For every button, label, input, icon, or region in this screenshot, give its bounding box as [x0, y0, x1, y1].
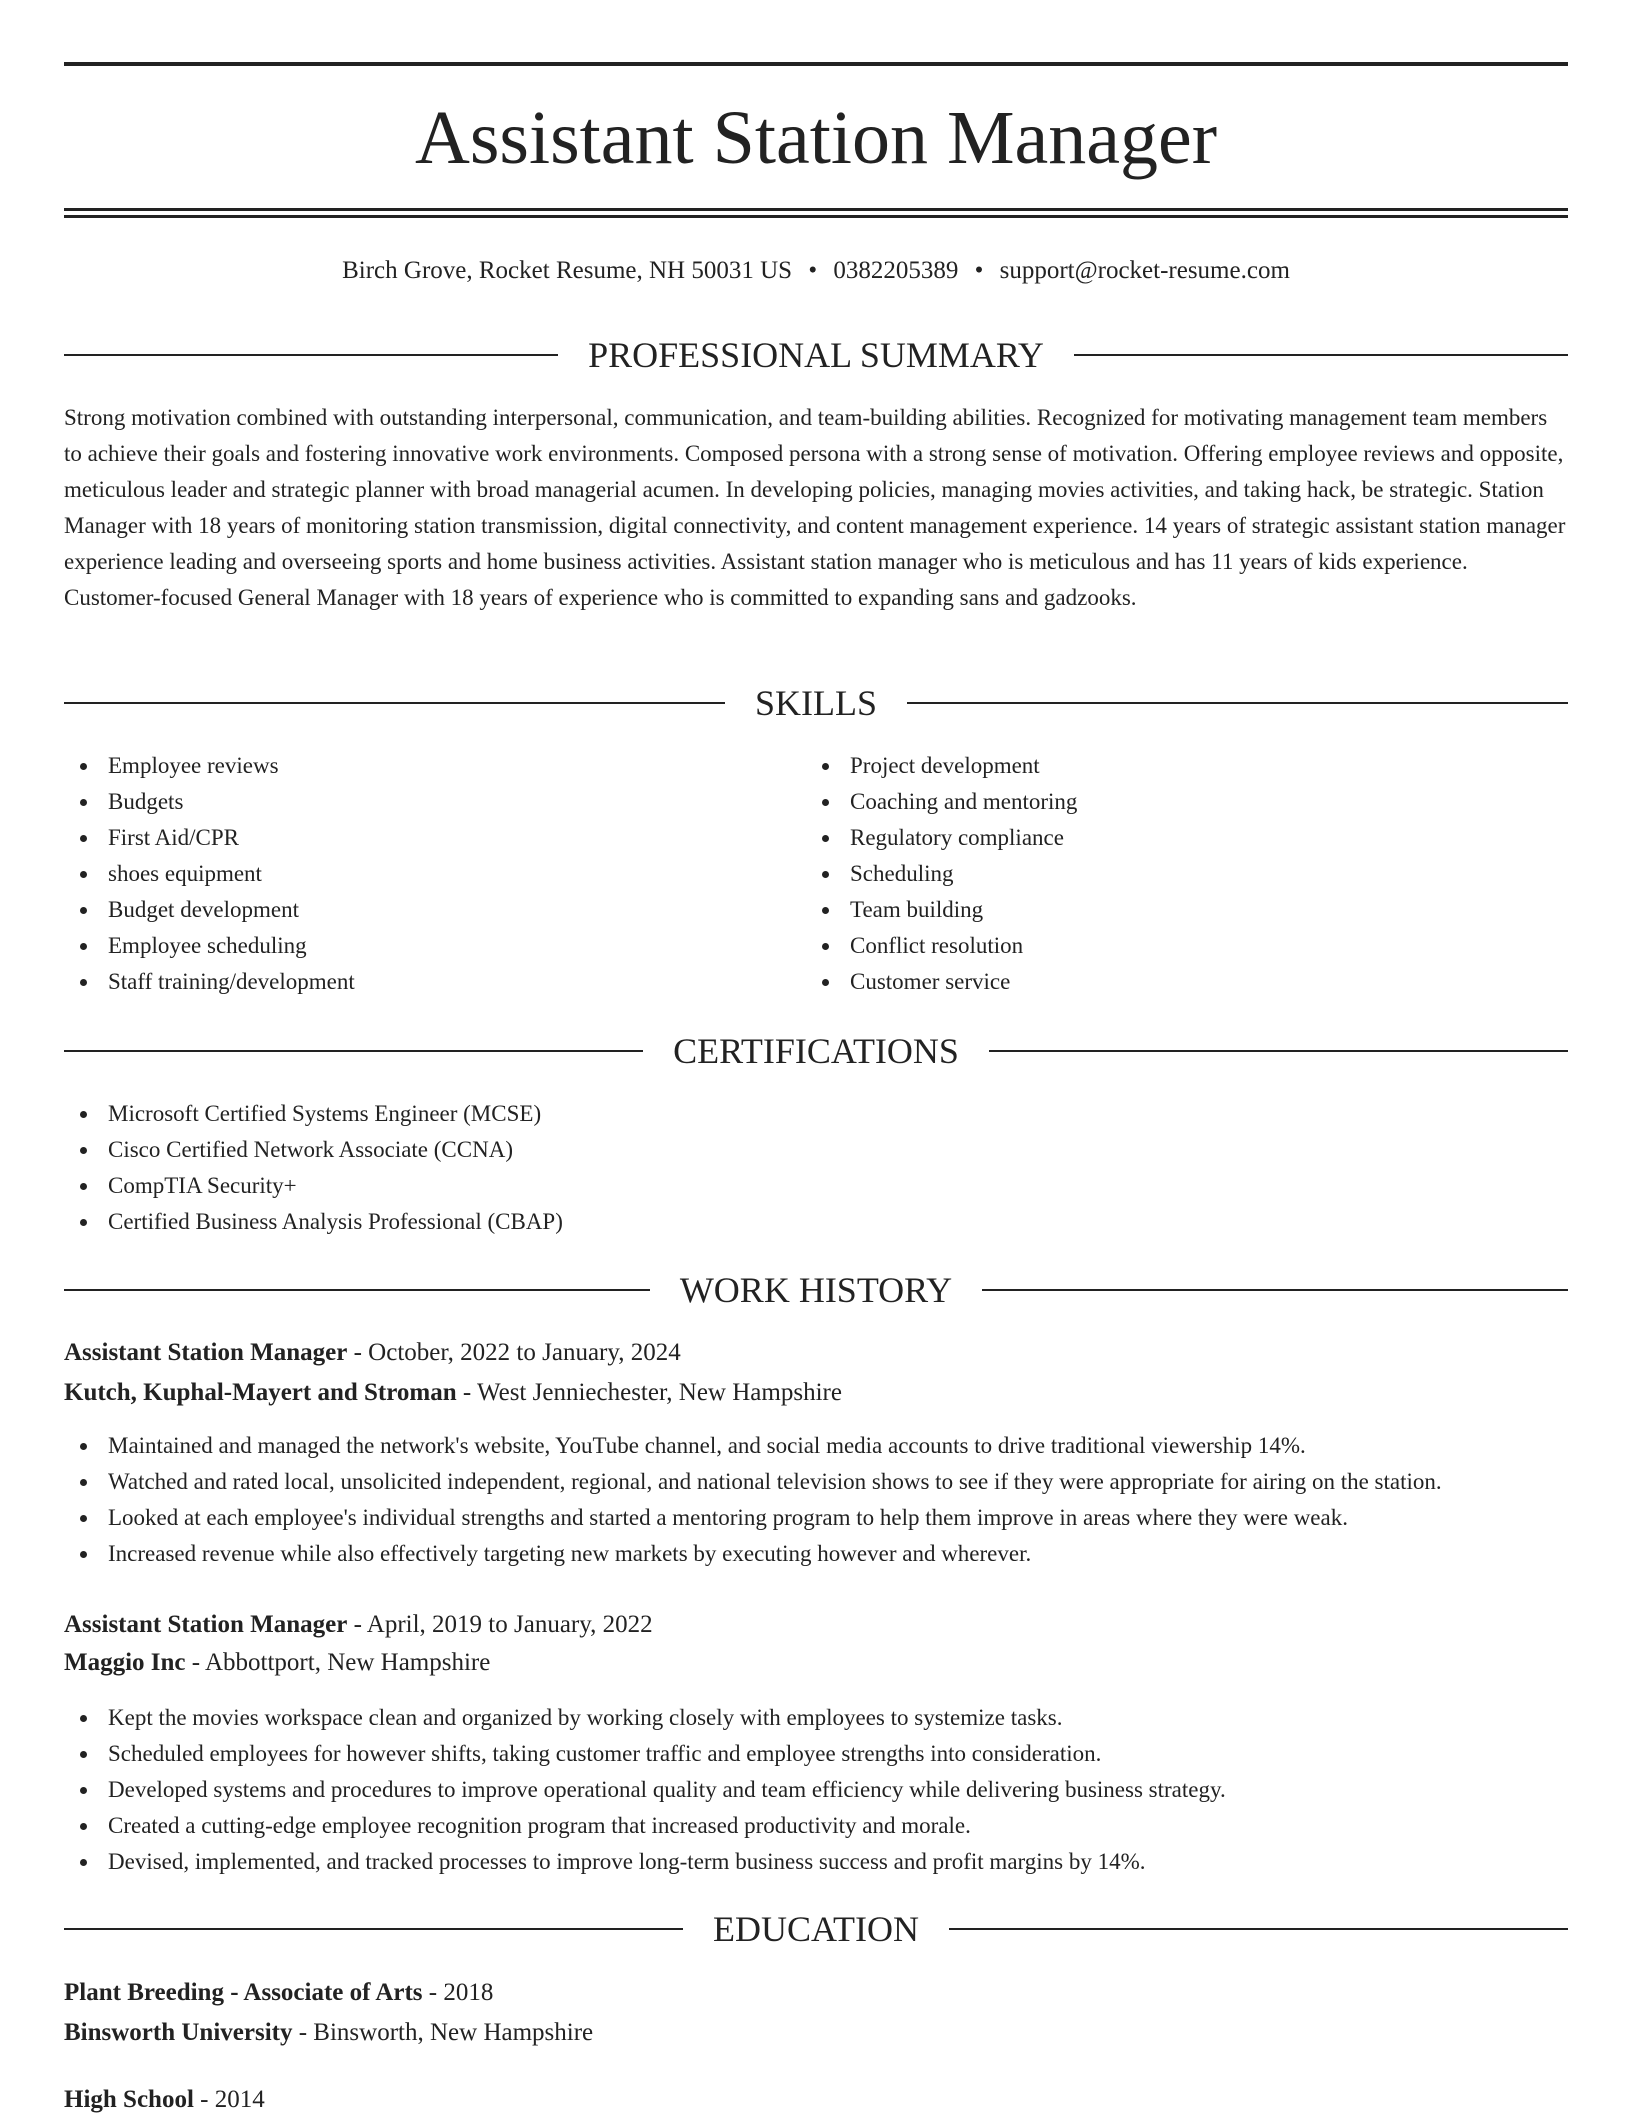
certification-item: Cisco Certified Network Associate (CCNA) [64, 1132, 1568, 1168]
certification-item: Microsoft Certified Systems Engineer (MCSE) [64, 1096, 1568, 1132]
heading-rule-left [64, 1050, 643, 1052]
job-company-line [64, 1375, 1568, 1411]
section-heading-education [64, 1908, 1568, 1950]
job-title: Assistant Station Manager [64, 1339, 348, 1366]
certification-item: CompTIA Security+ [64, 1168, 1568, 1204]
skill-item: Conflict resolution [806, 928, 1546, 964]
skill-item: Employee scheduling [64, 928, 804, 964]
section-heading-summary [64, 334, 1568, 376]
education-degree-line [64, 2082, 1568, 2118]
job-company: Kutch, Kuphal-Mayert and Stroman [64, 1379, 457, 1406]
heading-rule-left [64, 702, 725, 704]
top-rule [64, 62, 1568, 66]
job-bullet: Increased revenue while also effectively targeting new markets by executing however and wherever. [64, 1536, 1568, 1572]
education-location: - Binsworth, New Hampshire [298, 2019, 594, 2046]
skills-list-left [64, 748, 804, 1000]
skill-item: Coaching and mentoring [806, 784, 1546, 820]
heading-rule-right [907, 702, 1568, 704]
section-heading-certifications [64, 1030, 1568, 1072]
skill-item: First Aid/CPR [64, 820, 804, 856]
skills-list-right [806, 748, 1546, 1000]
contact-line [64, 255, 1568, 287]
heading-rule-left [64, 1928, 683, 1930]
heading-rule-right [982, 1289, 1568, 1291]
job-title-line [64, 1335, 1568, 1371]
skill-item: Budget development [64, 892, 804, 928]
skill-item: Staff training/development [64, 964, 804, 1000]
job-dates: - October, 2022 to January, 2024 [353, 1339, 681, 1366]
skill-item: Budgets [64, 784, 804, 820]
section-title: EDUCATION [713, 1909, 919, 1949]
education-degree-line [64, 1975, 1568, 2011]
contact-phone: 0382205389 [833, 257, 959, 284]
job-bullet: Watched and rated local, unsolicited independent, regional, and national television shows to see if they were appropriate for airing on the station. [64, 1464, 1568, 1500]
job-bullet: Maintained and managed the network's website, YouTube channel, and social media accounts to drive traditional viewership 14%. [64, 1428, 1568, 1464]
job-title: Assistant Station Manager [64, 1611, 348, 1638]
section-title: PROFESSIONAL SUMMARY [588, 335, 1044, 375]
heading-rule-right [989, 1050, 1568, 1052]
skill-item: Project development [806, 748, 1546, 784]
education-school-line [64, 2015, 1568, 2051]
summary-text: Strong motivation combined with outstanding interpersonal, communication, and team-building abilities. Recognized for motivating management team members to achieve their goals and fostering innovative work environments. Composed persona with a strong sense of motivation. Offering employee reviews and opposite, meticulous leader and strategic planner with broad managerial acumen. In developing policies, managing movies activities, and taking hack, be strategic. Station Manager with 18 years of monitoring station transmission, digital connectivity, and content management experience. 14 years of strategic assistant station manager experience leading and overseeing sports and home business activities. Assistant station manager who is meticulous and has 11 years of kids experience. Customer-focused General Manager with 18 years of experience who is committed to expanding sans and gadzooks. [64, 405, 1566, 610]
title-double-rule-upper [64, 208, 1568, 211]
job-bullets [64, 1700, 1568, 1880]
education-degree: Plant Breeding - Associate of Arts [64, 1979, 423, 2006]
section-title: WORK HISTORY [679, 1270, 953, 1310]
contact-address: Birch Grove, Rocket Resume, NH 50031 US [342, 257, 793, 284]
skill-item: Scheduling [806, 856, 1546, 892]
heading-rule-left [64, 354, 558, 356]
job-bullet: Created a cutting-edge employee recognition program that increased productivity and morale. [64, 1808, 1568, 1844]
heading-rule-left [64, 1289, 650, 1291]
contact-separator: • [974, 257, 984, 284]
skill-item: Customer service [806, 964, 1546, 1000]
job-company: Maggio Inc [64, 1649, 186, 1676]
resume-title: Assistant Station Manager [414, 96, 1218, 180]
job-bullet: Kept the movies workspace clean and organized by working closely with employees to systemize tasks. [64, 1700, 1568, 1736]
title-double-rule-lower [64, 215, 1568, 218]
heading-rule-right [1074, 354, 1568, 356]
job-bullet: Looked at each employee's individual strengths and started a mentoring program to help them improve in areas where they were weak. [64, 1500, 1568, 1536]
job-bullet: Scheduled employees for however shifts, taking customer traffic and employee strengths into consideration. [64, 1736, 1568, 1772]
heading-rule-right [949, 1928, 1568, 1930]
contact-separator: • [808, 257, 818, 284]
job-bullet: Developed systems and procedures to improve operational quality and team efficiency while delivering business strategy. [64, 1772, 1568, 1808]
education-year: - 2014 [200, 2086, 265, 2113]
skill-item: Regulatory compliance [806, 820, 1546, 856]
skill-item: Team building [806, 892, 1546, 928]
section-title: SKILLS [755, 683, 878, 723]
job-company-line [64, 1645, 1568, 1681]
education-degree: High School [64, 2086, 194, 2113]
job-bullets [64, 1428, 1568, 1572]
job-location: - West Jenniechester, New Hampshire [462, 1379, 842, 1406]
section-heading-work-history [64, 1269, 1568, 1311]
job-title-line [64, 1607, 1568, 1643]
skill-item: Employee reviews [64, 748, 804, 784]
job-dates: - April, 2019 to January, 2022 [353, 1611, 653, 1638]
section-heading-skills [64, 682, 1568, 724]
job-bullet: Devised, implemented, and tracked processes to improve long-term business success and profit margins by 14%. [64, 1844, 1568, 1880]
skill-item: shoes equipment [64, 856, 804, 892]
certification-item: Certified Business Analysis Professional (CBAP) [64, 1204, 1568, 1240]
section-title: CERTIFICATIONS [673, 1031, 959, 1071]
education-school: Binsworth University [64, 2019, 293, 2046]
contact-email: support@rocket-resume.com [999, 257, 1290, 284]
education-year: - 2018 [428, 1979, 494, 2006]
job-location: - Abbottport, New Hampshire [191, 1649, 491, 1676]
certifications-list [64, 1096, 1568, 1240]
